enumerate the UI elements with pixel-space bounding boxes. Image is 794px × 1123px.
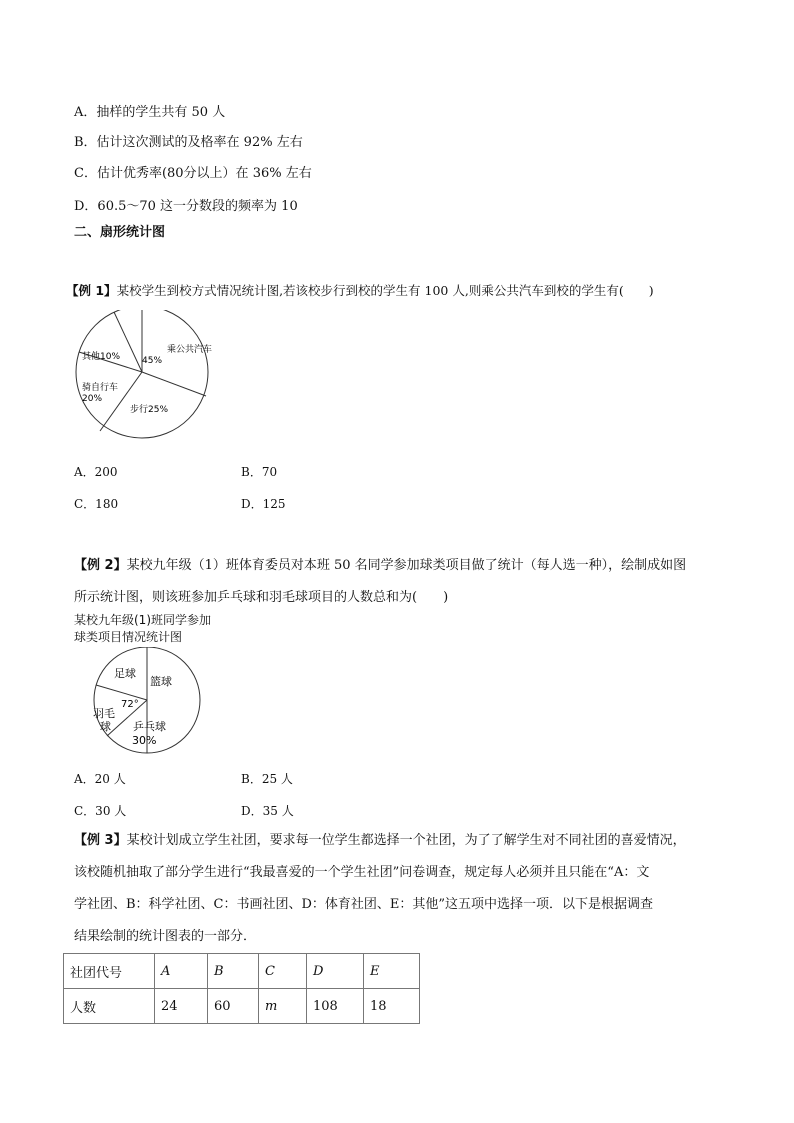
- example2-text1: 某校九年级（1）班体育委员对本班 50 名同学参加球类项目做了统计（每人选一种），绘制成如图: [126, 558, 687, 573]
- pie1-divider-step: [142, 372, 206, 396]
- example2-tag: 【例 2】: [74, 558, 127, 573]
- example1-text: 某校学生到校方式情况统计图,若该校步行到校的学生有 100 人,则乘公共汽车到校的学生有( ): [116, 283, 654, 298]
- table-cell: 24: [155, 989, 208, 1024]
- pie2-label-badminton-1: 羽毛: [93, 707, 115, 720]
- example1-tag: 【例 1】: [66, 283, 117, 298]
- example1-option-c: C．180: [74, 497, 119, 511]
- prev-option-b: B．估计这次测试的及格率在 92% 左右: [74, 135, 303, 150]
- example1-option-a: A．200: [74, 465, 118, 479]
- pie2-value-pingpong: 30%: [132, 734, 157, 747]
- pie2-divider-football: [96, 685, 147, 700]
- table-row: [64, 954, 420, 989]
- pie1-label-bike: 骑自行车: [82, 383, 119, 393]
- pie1-label-walk: 步行25%: [130, 405, 169, 415]
- example1-option-d: D．125: [241, 497, 286, 511]
- example2-question-line2: 所示统计图，则该班参加乒乓球和羽毛球项目的人数总和为( ): [74, 590, 449, 605]
- pie1-value-bike: 20%: [82, 394, 103, 404]
- table-cell: C: [259, 954, 307, 989]
- prev-option-a: A．抽样的学生共有 50 人: [74, 105, 226, 120]
- pie1-label-other: 其他10%: [82, 352, 121, 362]
- example3-line2: 该校随机抽取了部分学生进行“我最喜爱的一个学生社团”问卷调查，规定每人必须并且只能在“A：文: [74, 865, 650, 880]
- example3-tag: 【例 3】: [74, 833, 127, 848]
- example2-option-b: B．25 人: [241, 772, 293, 786]
- example2-option-c: C．30 人: [74, 804, 127, 818]
- table-cell: 人数: [64, 989, 155, 1024]
- example1-option-b: B．70: [241, 465, 278, 479]
- section-heading: 二、扇形统计图: [74, 225, 166, 240]
- table-cell: m: [259, 989, 307, 1024]
- pie1-divider-bike-bottom: [100, 372, 142, 431]
- table-row: [64, 989, 420, 1024]
- example2-pie-chart: [88, 647, 208, 762]
- prev-option-c: C．估计优秀率(80分以上）在 36% 左右: [74, 166, 312, 181]
- table-cell: B: [208, 954, 259, 989]
- example3-line3: 学社团、B：科学社团、C：书画社团、D：体育社团、E：其他”这五项中选择一项．以下是根据调查: [74, 897, 654, 912]
- example2-chart-title-1: 某校九年级(1)班同学参加: [74, 613, 211, 627]
- example3-line1: [74, 832, 686, 850]
- table-cell: E: [364, 954, 420, 989]
- table-cell: 18: [364, 989, 420, 1024]
- example2-option-d: D．35 人: [241, 804, 294, 818]
- table-cell: 社团代号: [64, 954, 155, 989]
- table-cell: A: [155, 954, 208, 989]
- table-cell: D: [307, 954, 364, 989]
- pie2-label-basketball: 篮球: [150, 675, 172, 688]
- example2-option-a: A．20 人: [74, 772, 126, 786]
- example1-question: [66, 282, 654, 300]
- pie2-label-football: 足球: [114, 667, 136, 680]
- example2-question-line1: [74, 557, 686, 575]
- example3-text1: 某校计划成立学生社团，要求每一位学生都选择一个社团，为了了解学生对不同社团的喜爱情况，: [126, 833, 686, 848]
- table-cell: 60: [208, 989, 259, 1024]
- example2-chart-title-2: 球类项目情况统计图: [74, 630, 183, 644]
- pie1-value-bus: 45%: [142, 356, 163, 366]
- pie1-divider-top-left: [114, 312, 142, 372]
- pie2-angle-badminton: 72°: [121, 699, 139, 710]
- table-cell: 108: [307, 989, 364, 1024]
- example3-line4: 结果绘制的统计图表的一部分．: [74, 929, 257, 944]
- prev-option-d: D．60.5～70 这一分数段的频率为 10: [74, 199, 298, 214]
- example1-pie-chart: [70, 310, 220, 440]
- pie1-label-bus: 乘公共汽车: [167, 345, 213, 355]
- club-table: [63, 953, 420, 1024]
- pie2-label-pingpong: 乒乓球: [133, 720, 166, 733]
- pie2-label-badminton-2: 球: [100, 720, 111, 733]
